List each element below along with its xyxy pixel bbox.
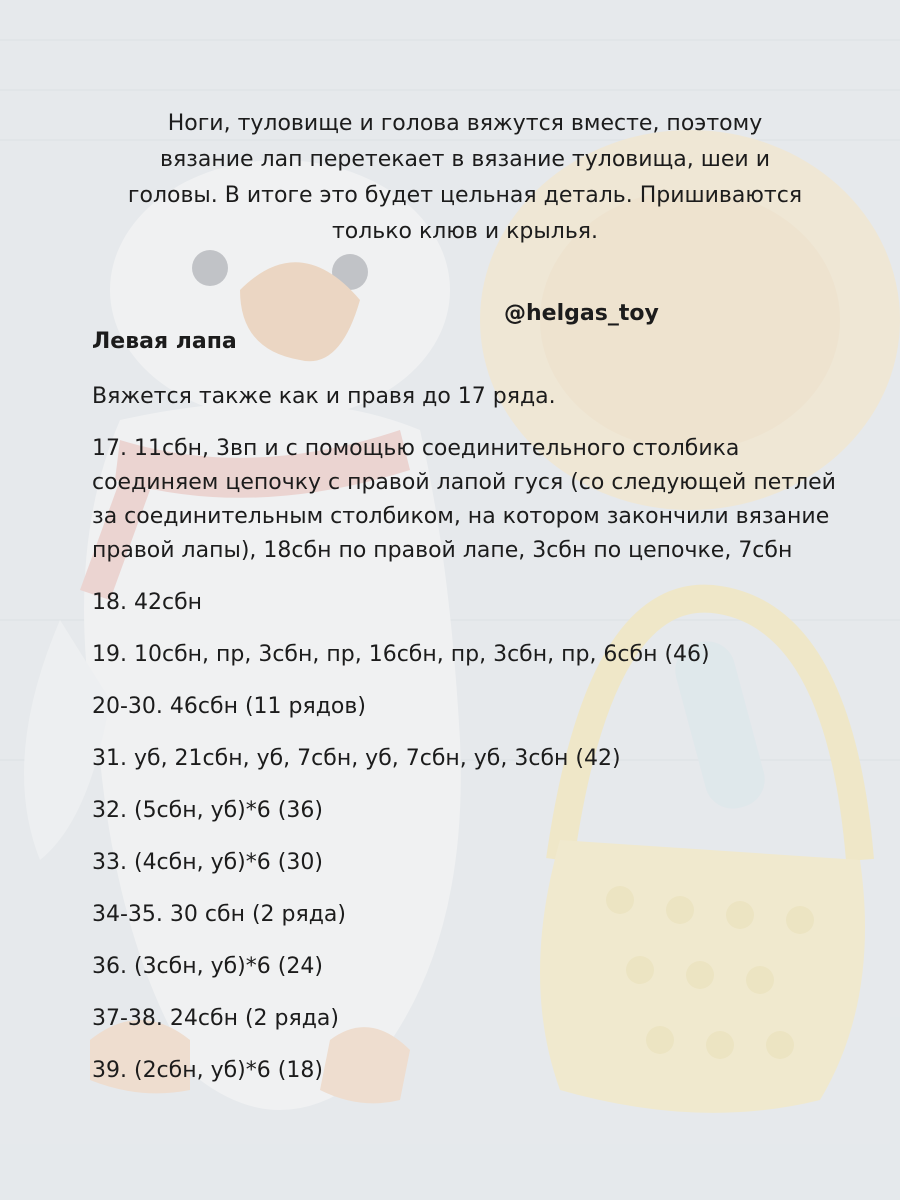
instruction-row: 20-30. 46сбн (11 рядов) <box>92 694 366 719</box>
instruction-row: 37-38. 24сбн (2 ряда) <box>92 1006 339 1031</box>
instruction-row: Вяжется также как и правя до 17 ряда. <box>92 384 556 409</box>
instruction-list <box>92 380 852 1106</box>
intro-paragraph <box>70 106 860 250</box>
instruction-row: 34-35. 30 сбн (2 ряда) <box>92 902 346 927</box>
instruction-row: 39. (2сбн, уб)*6 (18) <box>92 1058 323 1083</box>
intro-line: Ноги, туловище и голова вяжутся вместе, поэтому <box>167 111 763 136</box>
instruction-row: 36. (3сбн, уб)*6 (24) <box>92 954 323 979</box>
instruction-row: 32. (5сбн, уб)*6 (36) <box>92 798 323 823</box>
instruction-row: 33. (4сбн, уб)*6 (30) <box>92 850 323 875</box>
intro-line: головы. В итоге это будет цельная деталь. Пришиваются <box>127 183 803 208</box>
instruction-row: 18. 42сбн <box>92 590 203 615</box>
instruction-row: 19. 10сбн, пр, 3сбн, пр, 16сбн, пр, 3сбн, пр, 6сбн (46) <box>92 642 710 667</box>
intro-line: вязание лап перетекает в вязание туловища, шеи и <box>159 147 770 172</box>
instruction-row: 31. уб, 21сбн, уб, 7сбн, уб, 7сбн, уб, 3сбн (42) <box>92 746 621 771</box>
section-title: Левая лапа <box>92 329 237 354</box>
instruction-row: 17. 11сбн, 3вп и с помощью соединительного столбика соединяем цепочку с правой лапой гуся (со следующей петлей за соединительным столбиком, на котором закончили вязание правой лапы), 18сбн по правой лапе, 3сбн по цепочке, 7сбн <box>92 436 836 563</box>
intro-line: только клюв и крылья. <box>331 219 599 244</box>
author-handle: @helgas_toy <box>504 301 659 326</box>
